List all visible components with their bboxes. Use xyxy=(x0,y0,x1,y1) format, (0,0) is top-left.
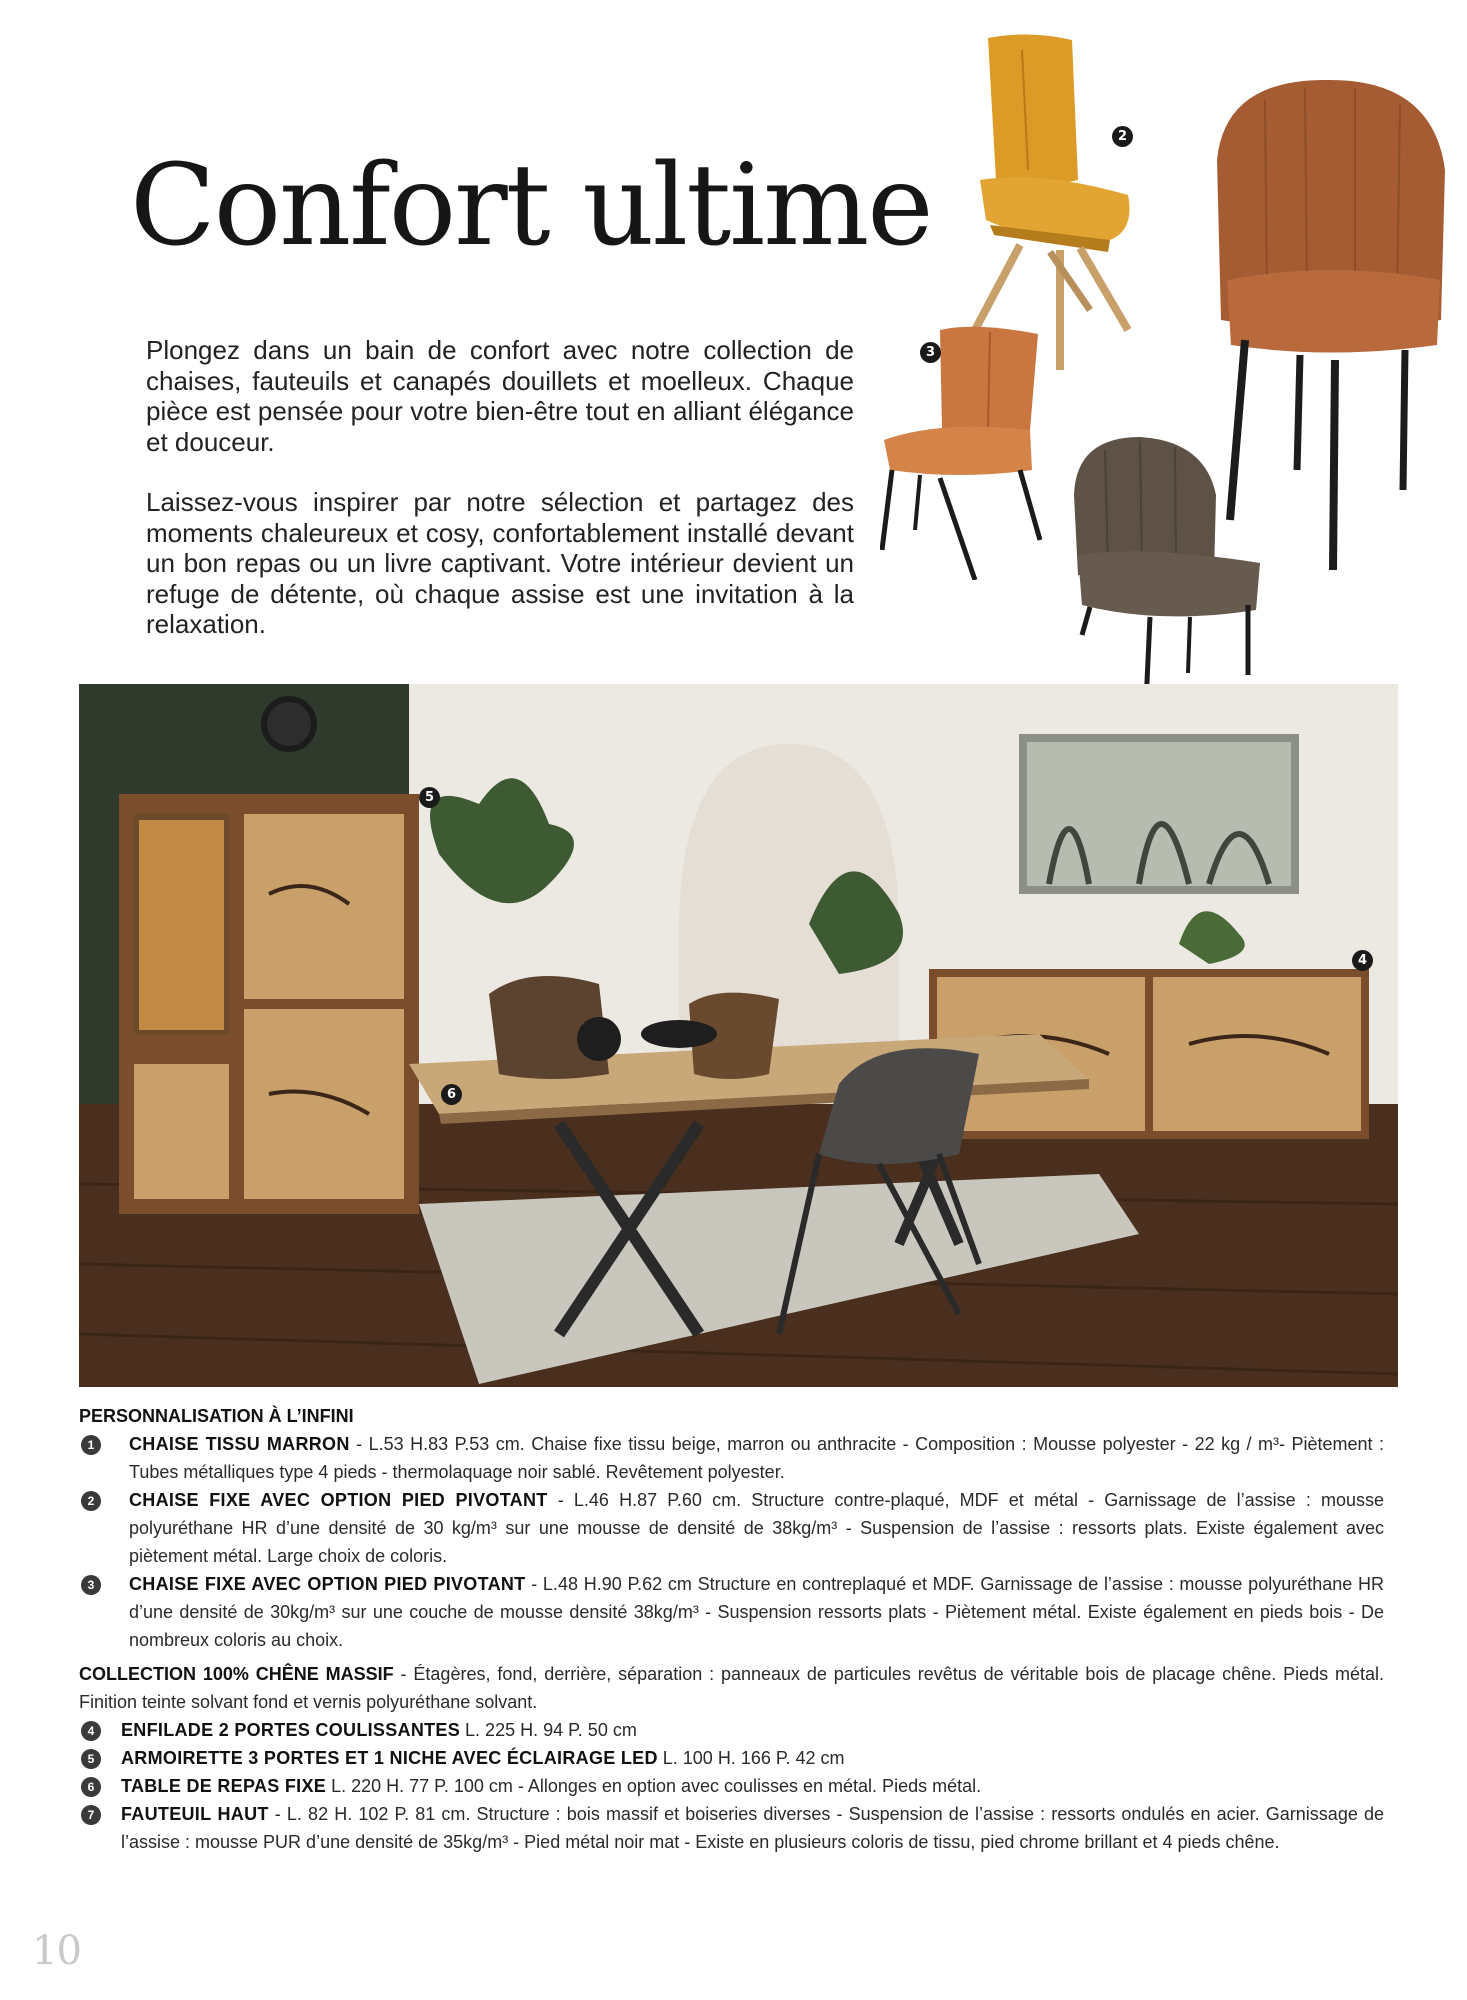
intro-text xyxy=(146,335,854,670)
page-title: Confort ultime xyxy=(130,141,932,271)
spec-item xyxy=(79,1716,1384,1744)
item-number: 4 xyxy=(81,1721,101,1741)
item-description: - L.46 H.87 P.60 cm. Structure contre-plaqué, MDF et métal - Garnissage de l’assise : mousse polyuréthane HR d’une densité de 30 kg/m³ sur une mousse de densité de 38kg/m³ - Suspension de l’assise : ressorts plats. Existe également avec piètement métal. Large choix de coloris. xyxy=(129,1490,1385,1566)
section-title: PERSONNALISATION À L’INFINI xyxy=(79,1406,354,1426)
spec-item xyxy=(79,1744,1384,1772)
product-number-badge: 4 xyxy=(1352,950,1373,971)
item-description: L. 100 H. 166 P. 42 cm xyxy=(657,1748,845,1768)
item-description: - L. 82 H. 102 P. 81 cm. Structure : bois massif et boiseries diverses - Suspension de l’assise : ressorts ondulés en acier. Garnissage de l’assise : mousse PUR d’une densité de 35kg/m³ - Pied métal noir mat - Existe en plusieurs coloris de tissu, pied chrome brillant et 4 pieds chêne. xyxy=(121,1804,1384,1852)
spec-item xyxy=(79,1486,1384,1570)
spec-item xyxy=(79,1772,1384,1800)
intro-paragraph-1: Plongez dans un bain de confort avec notre collection de chaises, fauteuils et canapés douillets et moelleux. Chaque pièce est pensée pour votre bien-être tout en alliant élégance et douceur. xyxy=(146,335,854,457)
item-name: ENFILADE 2 PORTES COULISSANTES xyxy=(121,1720,461,1740)
collection-text: - Étagères, fond, derrière, séparation : panneaux de particules revêtus de véritable bois de placage chêne. Pieds métal. Finition teinte solvant fond et vernis polyuréthane solvant. xyxy=(79,1664,1384,1712)
spec-item xyxy=(79,1570,1384,1654)
item-number: 7 xyxy=(81,1805,101,1825)
item-description: L. 220 H. 77 P. 100 cm - Allonges en option avec coulisses en métal. Pieds métal. xyxy=(326,1776,982,1796)
collection-title: COLLECTION 100% CHÊNE MASSIF xyxy=(79,1664,394,1684)
item-number: 5 xyxy=(81,1749,101,1769)
page-number: 10 xyxy=(32,1928,81,1974)
item-name: ARMOIRETTE 3 PORTES ET 1 NICHE AVEC ÉCLAIRAGE LED xyxy=(121,1748,658,1768)
item-number: 3 xyxy=(81,1575,101,1595)
rust-chair-image xyxy=(880,320,1050,580)
spec-item xyxy=(79,1430,1384,1486)
item-description: - L.48 H.90 P.62 cm Structure en contreplaqué et MDF. Garnissage de l’assise : mousse polyuréthane HR d’une densité de 30kg/m³ sur une couche de mousse densité 38kg/m³ - Suspension ressorts plats - Piètement métal. Existe également en pieds bois - De nombreux coloris au choix. xyxy=(129,1574,1384,1650)
dining-room-photo xyxy=(79,684,1398,1387)
item-name: FAUTEUIL HAUT xyxy=(121,1804,269,1824)
item-name: TABLE DE REPAS FIXE xyxy=(121,1776,327,1796)
item-number: 1 xyxy=(81,1435,101,1455)
product-number-badge: 5 xyxy=(419,787,440,808)
item-description: - L.53 H.83 P.53 cm. Chaise fixe tissu beige, marron ou anthracite - Composition : Mousse polyester - 22 kg / m³- Piètement : Tubes métalliques type 4 pieds - thermolaquage noir sablé. Revêtement polyester. xyxy=(129,1434,1384,1482)
intro-paragraph-2: Laissez-vous inspirer par notre sélection et partagez des moments chaleureux et cosy, confortablement installé devant un bon repas ou un livre captivant. Votre intérieur devient un refuge de détente, où chaque assise est une invitation à la relaxation. xyxy=(146,487,854,639)
spec-item xyxy=(79,1800,1384,1856)
item-description: L. 225 H. 94 P. 50 cm xyxy=(460,1720,637,1740)
product-specifications xyxy=(79,1402,1384,1856)
item-number: 2 xyxy=(81,1491,101,1511)
product-number-badge: 6 xyxy=(441,1084,462,1105)
item-name: CHAISE FIXE AVEC OPTION PIED PIVOTANT xyxy=(129,1490,548,1510)
taupe-chair-image xyxy=(1070,435,1270,725)
item-name: CHAISE FIXE AVEC OPTION PIED PIVOTANT xyxy=(129,1574,526,1594)
item-name: CHAISE TISSU MARRON xyxy=(129,1434,350,1454)
product-number-badge: 3 xyxy=(920,342,941,363)
product-number-badge: 2 xyxy=(1112,126,1133,147)
collection-description xyxy=(79,1660,1384,1716)
item-number: 6 xyxy=(81,1777,101,1797)
